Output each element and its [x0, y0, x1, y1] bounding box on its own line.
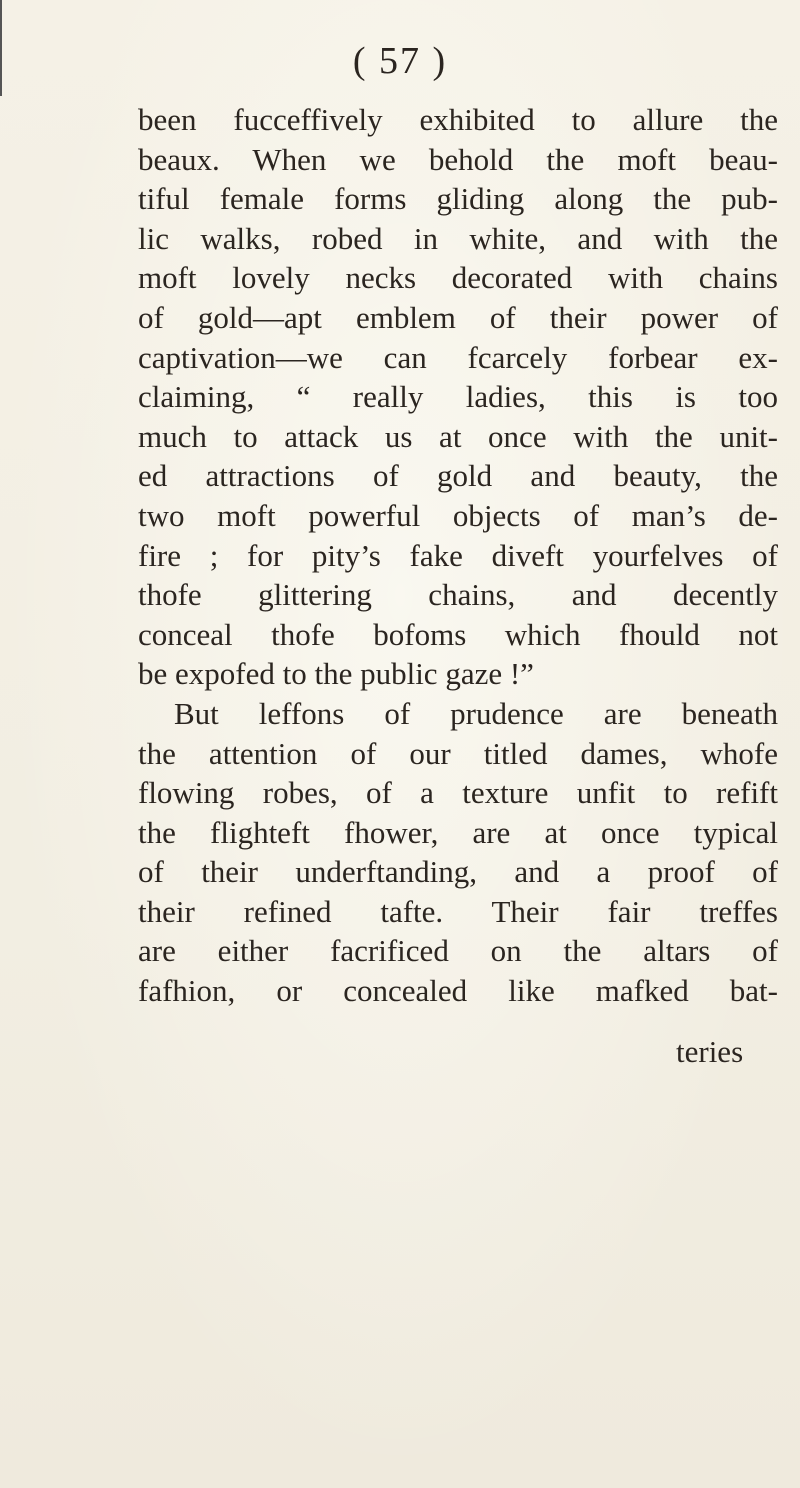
text-line: lic walks, robed in white, and with the	[138, 220, 778, 256]
text-line: fafhion, or concealed like mafked bat-	[138, 973, 778, 1009]
text-line: the flighteft fhower, are at once typical	[138, 814, 778, 850]
text-line: beaux. When we behold the moft beau-	[138, 141, 778, 177]
text-line: much to attack us at once with the unit-	[138, 418, 778, 454]
text-line: two moft powerful objects of man’s de-	[138, 497, 778, 533]
text-line: conceal thofe bofoms which fhould not	[138, 616, 778, 652]
text-line: fire ; for pity’s fake diveft yourfelves of	[138, 537, 778, 573]
text-line: flowing robes, of a texture unfit to refift	[138, 775, 778, 811]
text-line: their refined tafte. Their fair treffes	[138, 893, 778, 929]
text-line: been fucceffively exhibited to allure the	[138, 102, 778, 137]
text-line: are either facrificed on the altars of	[138, 933, 778, 969]
page-number: ( 57 )	[352, 40, 448, 82]
text-line: moft lovely necks decorated with chains	[138, 260, 778, 296]
text-line: captivation—we can fcarcely forbear ex-	[138, 339, 778, 375]
catchword: teries	[676, 1034, 744, 1069]
text-line: ed attractions of gold and beauty, the	[138, 458, 778, 494]
text-line: of their underftanding, and a proof of	[138, 854, 778, 890]
text-line-paragraph-start: But leffons of prudence are beneath	[174, 695, 778, 731]
text-line: thofe glittering chains, and decently	[138, 577, 778, 613]
body-text	[138, 100, 778, 1011]
text-line: be expofed to the public gaze !”	[138, 656, 534, 692]
text-line: the attention of our titled dames, whofe	[138, 735, 778, 771]
text-line: claiming, “ really ladies, this is too	[138, 379, 778, 415]
text-line: tiful female forms gliding along the pub-	[138, 181, 778, 217]
text-line: of gold—apt emblem of their power of	[138, 299, 778, 335]
